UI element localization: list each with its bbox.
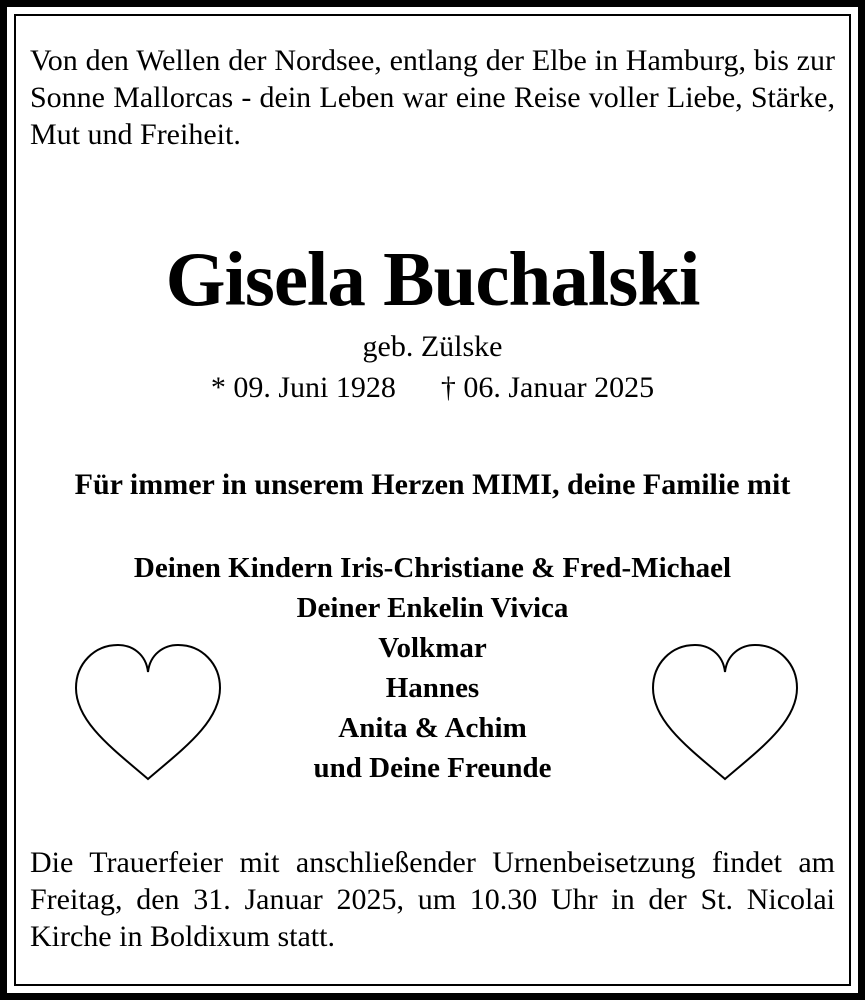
family-line-volkmar: Volkmar (378, 631, 487, 664)
dedication-text: Für immer in unserem Herzen MIMI, deine Familie mit (74, 467, 791, 501)
family-line-friends: und Deine Freunde (313, 751, 552, 784)
family-line-granddaughter: Deiner Enkelin Vivica (296, 591, 569, 624)
heart-outline-icon (67, 639, 229, 784)
intro-text: Von den Wellen der Nordsee, entlang der Elbe in Hamburg, bis zur Sonne Mallorcas - dein Leben war eine Reise voller Liebe, Stärke, Mut und Freiheit. (30, 44, 835, 151)
family-line-hannes: Hannes (385, 671, 480, 704)
birth-name: geb. Zülske (362, 329, 503, 363)
deceased-name: Gisela Buchalski (165, 236, 700, 322)
family-line-anita-achim: Anita & Achim (338, 711, 527, 744)
life-dates (30, 370, 835, 406)
heart-outline-icon (644, 639, 806, 784)
obituary-inner-frame (14, 14, 851, 986)
birth-date: * 09. Juni 1928 (210, 370, 396, 404)
funeral-info-text: Die Trauerfeier mit anschließender Urnenbeisetzung findet am Freitag, den 31. Januar 2025, um 10.30 Uhr in der St. Nicolai Kirche in Boldixum statt. (30, 845, 835, 953)
family-line-children: Deinen Kindern Iris-Christiane & Fred-Michael (133, 551, 732, 584)
death-date: † 06. Januar 2025 (440, 370, 655, 404)
